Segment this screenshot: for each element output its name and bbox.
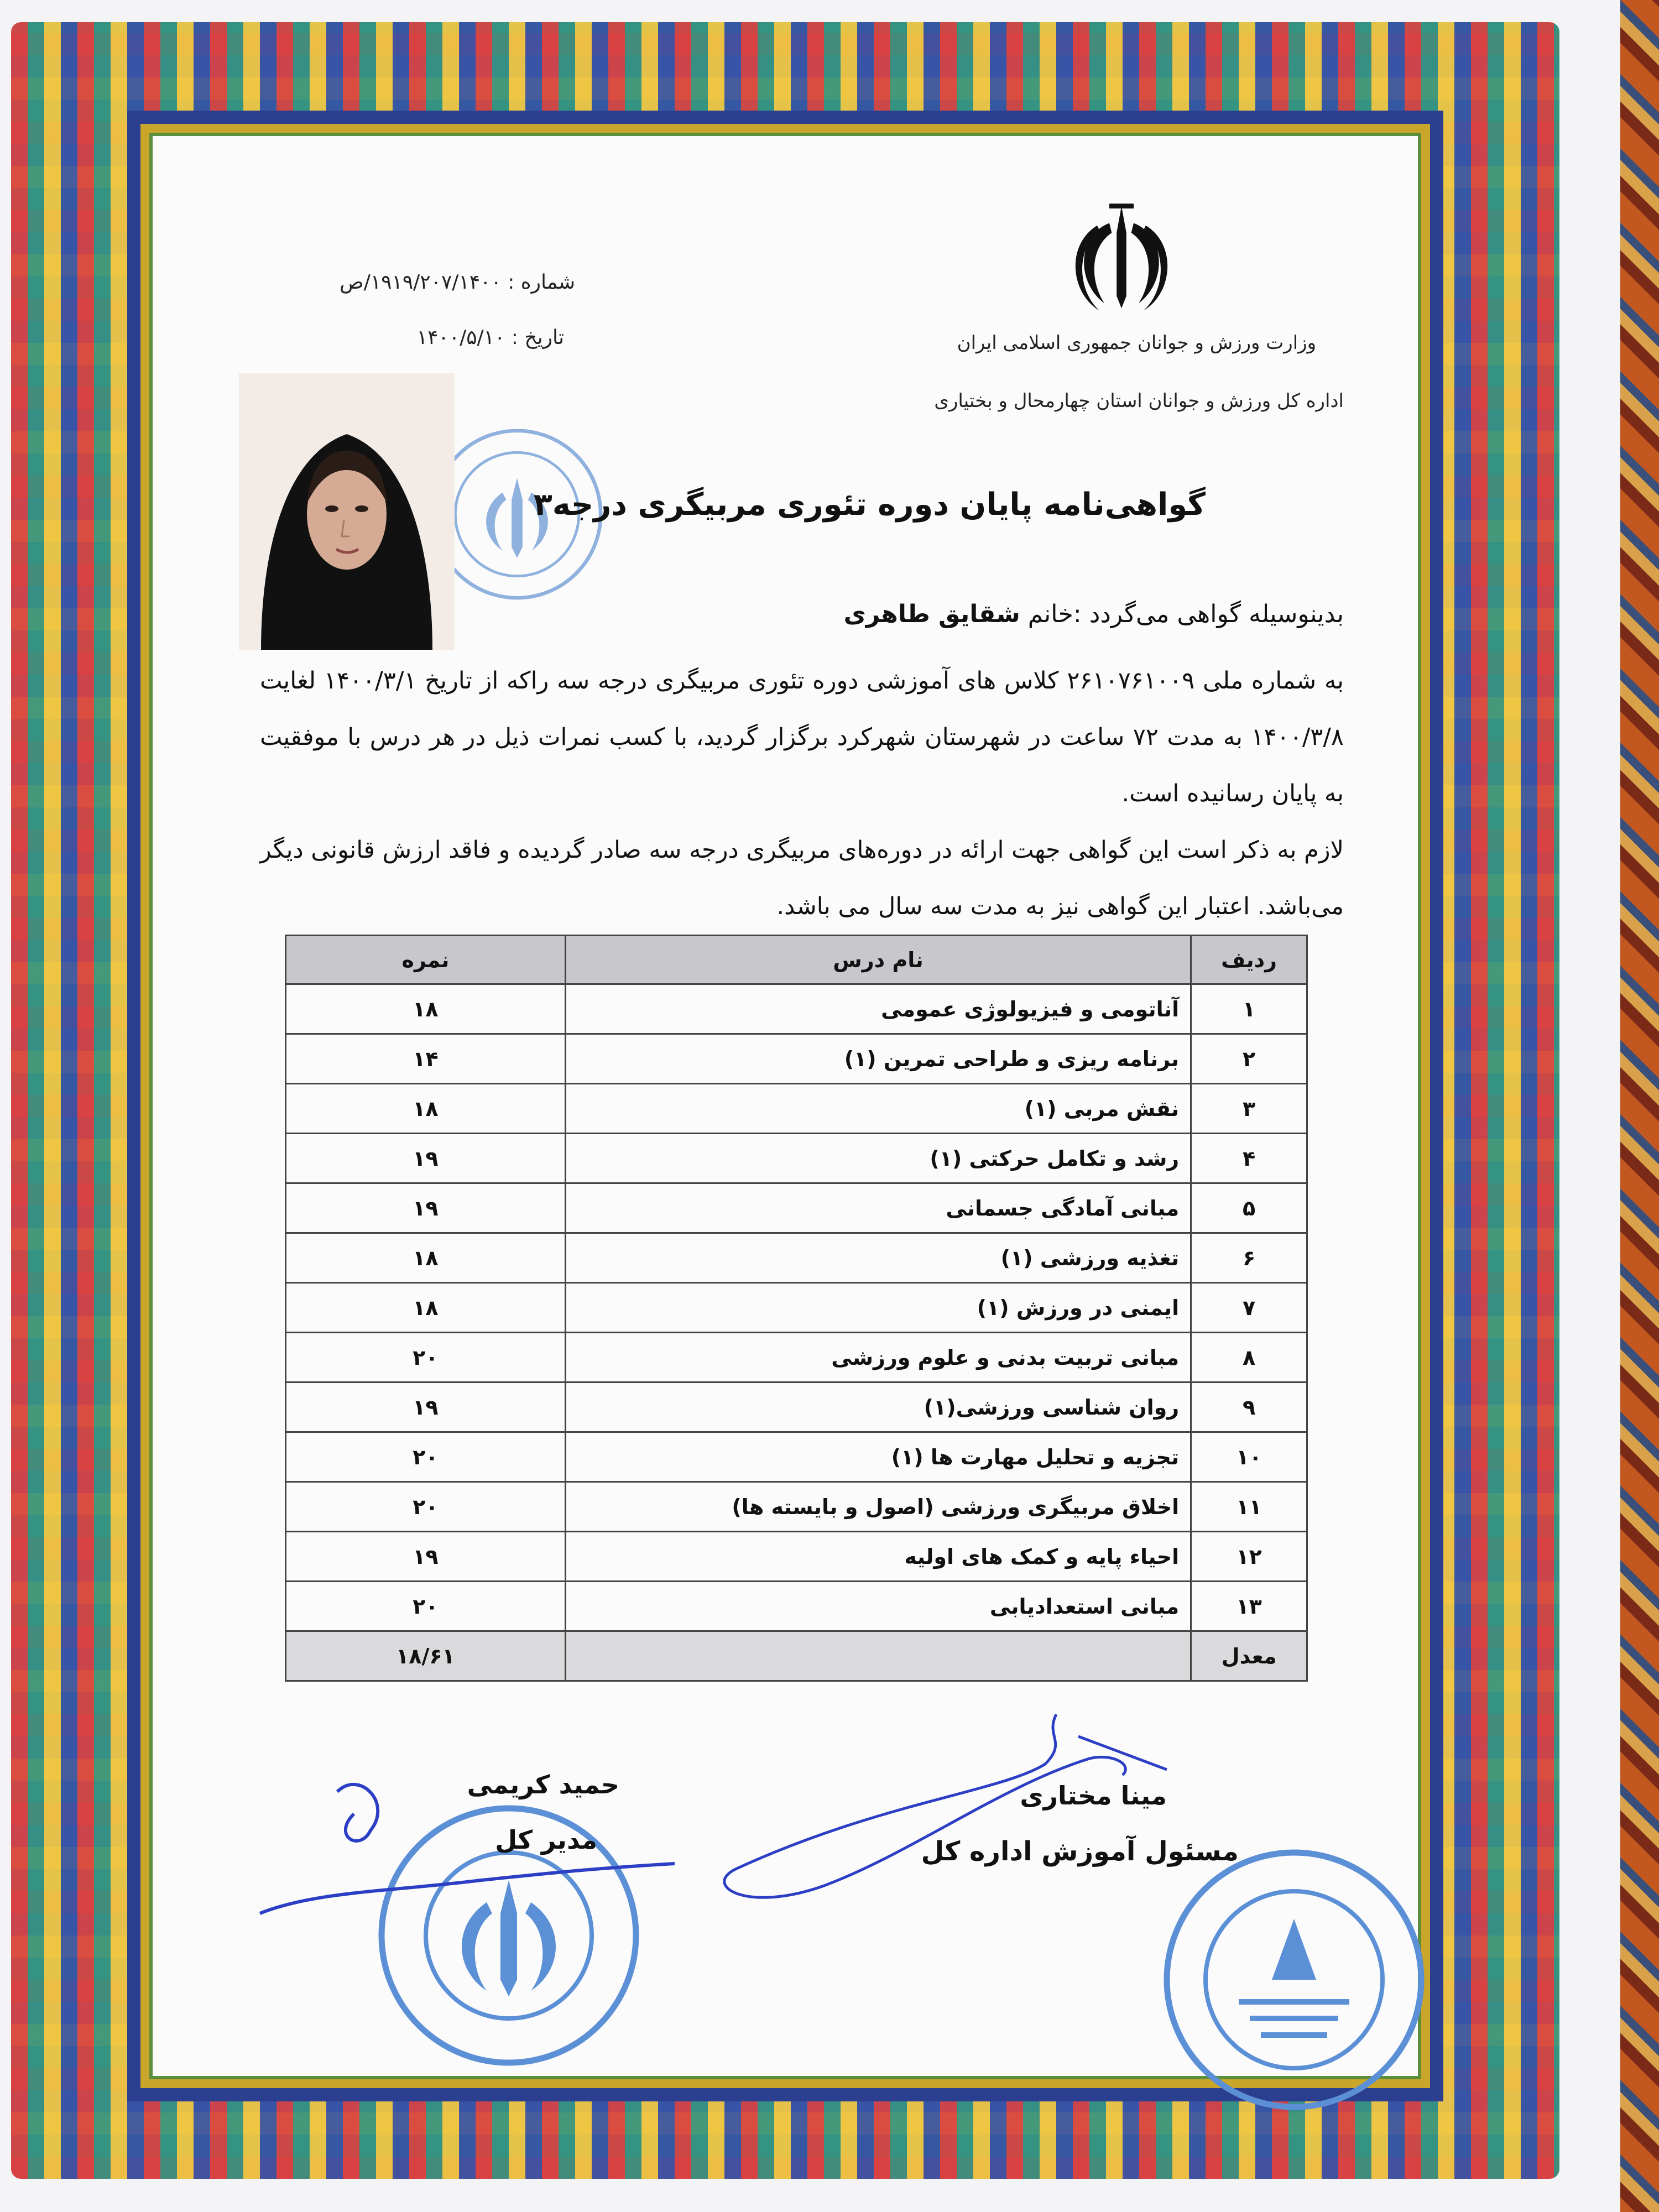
- table-row: [286, 1333, 1307, 1383]
- row-grade: ۱۹: [286, 1183, 566, 1233]
- row-index: ۵: [1191, 1183, 1307, 1233]
- signer-left-title: مدیر کل: [495, 1825, 597, 1855]
- row-index: ۶: [1191, 1233, 1307, 1283]
- body-paragraph-1: به شماره ملی ۲۶۱۰۷۶۱۰۰۹ کلاس های آموزشی دوره تئوری مربیگری درجه سه راکه از تاریخ ۱۴۰۰/۳/۱ لغایت ۱۴۰۰/۳/۸ به مدت ۷۲ ساعت در شهرستان شهرکرد برگزار گردید، با کسب نمرات ذیل در هر درس با موفقیت به پایان رسانیده است.: [260, 667, 1344, 807]
- row-course: مبانی آمادگی جسمانی: [565, 1183, 1191, 1233]
- signer-right-name: مینا مختاری: [1020, 1781, 1167, 1811]
- row-grade: ۲۰: [286, 1432, 566, 1482]
- body-paragraph-2: لازم به ذکر است این گواهی جهت ارائه در دوره‌های مربیگری درجه سه صادر گردیده و فاقد ارزش قانونی دیگر می‌باشد. اعتبار این گواهی نیز به مدت سه سال می باشد.: [260, 836, 1344, 920]
- row-course: آناتومی و فیزیولوژی عمومی: [565, 984, 1191, 1034]
- portrait-photo: [239, 373, 455, 650]
- table-row: [286, 1134, 1307, 1183]
- average-value: ۱۸/۶۱: [286, 1631, 566, 1681]
- provincial-office-name: اداره کل ورزش و جوانان استان چهارمحال و بختیاری: [934, 390, 1344, 412]
- iran-emblem-icon: [1061, 196, 1182, 318]
- letter-date: تاریخ : ۱۴۰۰/۵/۱۰: [416, 326, 564, 349]
- row-course: اخلاق مربیگری ورزشی (اصول و بایسته ها): [565, 1482, 1191, 1532]
- row-course: مبانی تربیت بدنی و علوم ورزشی: [565, 1333, 1191, 1383]
- row-grade: ۱۸: [286, 1283, 566, 1333]
- row-grade: ۱۸: [286, 1233, 566, 1283]
- ministry-name: وزارت ورزش و جوانان جمهوری اسلامی ایران: [957, 332, 1316, 354]
- row-grade: ۱۹: [286, 1134, 566, 1183]
- table-header-row: [286, 936, 1307, 984]
- row-index: ۳: [1191, 1084, 1307, 1134]
- recipient-name: شقایق طاهری: [843, 600, 1020, 628]
- row-course: روان شناسی ورزشی(۱): [565, 1383, 1191, 1432]
- row-index: ۱۳: [1191, 1582, 1307, 1631]
- row-course: مبانی استعدادیابی: [565, 1582, 1191, 1631]
- row-index: ۱۰: [1191, 1432, 1307, 1482]
- grades-table: [285, 935, 1308, 1682]
- row-course: تغذیه ورزشی (۱): [565, 1233, 1191, 1283]
- row-index: ۴: [1191, 1134, 1307, 1183]
- row-course: ایمنی در ورزش (۱): [565, 1283, 1191, 1333]
- row-course: تجزیه و تحلیل مهارت ها (۱): [565, 1432, 1191, 1482]
- header-index: ردیف: [1191, 936, 1307, 984]
- table-row: [286, 1482, 1307, 1532]
- row-index: ۱۲: [1191, 1532, 1307, 1582]
- intro-prefix: بدینوسیله گواهی می‌گردد :خانم: [1027, 600, 1344, 628]
- average-label: معدل: [1191, 1631, 1307, 1681]
- row-grade: ۱۸: [286, 1084, 566, 1134]
- row-index: ۲: [1191, 1034, 1307, 1084]
- average-spacer: [565, 1631, 1191, 1681]
- table-row: [286, 1532, 1307, 1582]
- row-course: رشد و تکامل حرکتی (۱): [565, 1134, 1191, 1183]
- row-index: ۱: [1191, 984, 1307, 1034]
- portrait-image: [239, 373, 455, 650]
- row-grade: ۱۸: [286, 984, 566, 1034]
- table-row: [286, 1283, 1307, 1333]
- certificate-body: [260, 653, 1344, 935]
- row-course: احیاء پایه و کمک های اولیه: [565, 1532, 1191, 1582]
- row-course: نقش مربی (۱): [565, 1084, 1191, 1134]
- intro-line: [553, 600, 1344, 628]
- row-grade: ۲۰: [286, 1582, 566, 1631]
- signer-left-name: حمید کریمی: [467, 1770, 619, 1799]
- certificate-title: گواهی‌نامه پایان دوره تئوری مربیگری درجه۳: [533, 487, 1206, 523]
- signature-right: [713, 1703, 1211, 1958]
- row-index: ۷: [1191, 1283, 1307, 1333]
- row-grade: ۱۹: [286, 1383, 566, 1432]
- row-index: ۹: [1191, 1383, 1307, 1432]
- row-index: ۸: [1191, 1333, 1307, 1383]
- table-row: [286, 984, 1307, 1034]
- row-grade: ۲۰: [286, 1333, 566, 1383]
- row-index: ۱۱: [1191, 1482, 1307, 1532]
- header-grade: نمره: [286, 936, 566, 984]
- row-grade: ۱۹: [286, 1532, 566, 1582]
- table-row: [286, 1084, 1307, 1134]
- table-row: [286, 1233, 1307, 1283]
- row-course: برنامه ریزی و طراحی تمرین (۱): [565, 1034, 1191, 1084]
- table-row: [286, 1034, 1307, 1084]
- row-grade: ۱۴: [286, 1034, 566, 1084]
- average-row: [286, 1631, 1307, 1681]
- table-row: [286, 1582, 1307, 1631]
- row-grade: ۲۰: [286, 1482, 566, 1532]
- letter-number: شماره : ۱۹۱۹/۲۰۷/۱۴۰۰/ص: [340, 271, 575, 294]
- header-course: نام درس: [565, 936, 1191, 984]
- signer-right-title: مسئول آموزش اداره کل: [921, 1836, 1239, 1867]
- table-row: [286, 1383, 1307, 1432]
- table-row: [286, 1183, 1307, 1233]
- table-row: [286, 1432, 1307, 1482]
